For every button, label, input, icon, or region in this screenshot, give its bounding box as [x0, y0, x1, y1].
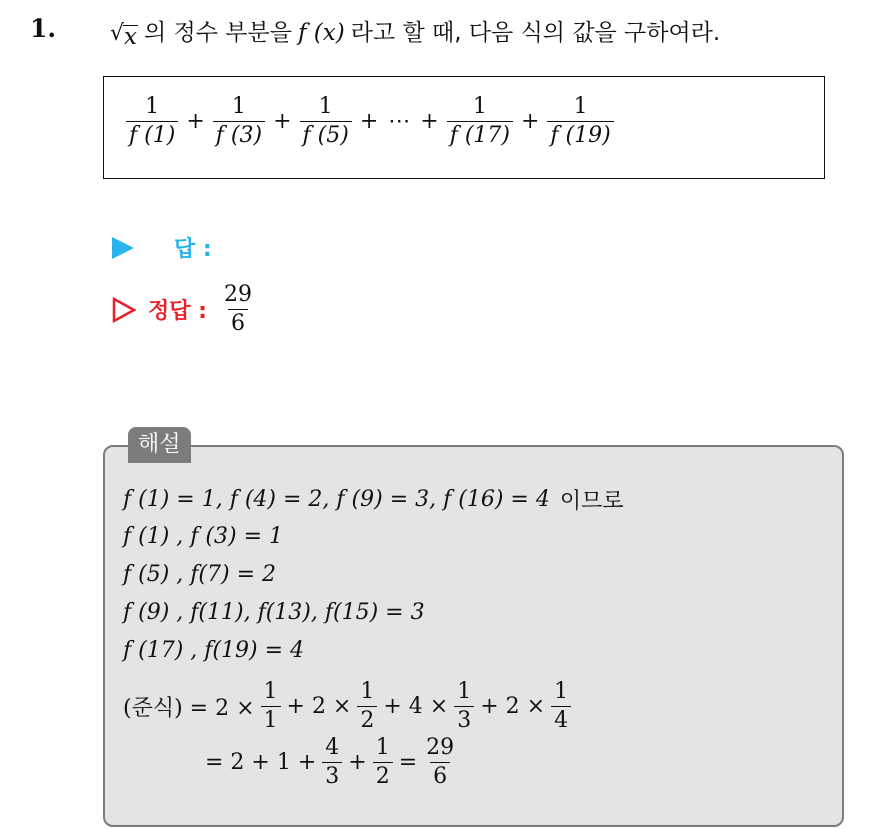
solution-line-1: f (1) = 1, f (4) = 2, f (9) = 3, f (16) = 4 이므로 [123, 487, 624, 514]
solution-tab: 해설 [128, 427, 191, 463]
correct-answer-value: $\frac{29}{6}$ [223, 282, 252, 337]
play-outline-icon [112, 297, 136, 323]
answer-row [112, 232, 212, 263]
solution-line-4: f (9) , f(11), f(13), f(15) = 3 [123, 600, 425, 625]
question-text [110, 14, 720, 48]
solution-line-7: = 2 + 1 + $\frac{4}{3}$ + $\frac{1}{2}$ = $\frac{29}{6}$ [205, 735, 455, 790]
correct-label: 정답 : [148, 299, 207, 325]
question-number: 1. [30, 14, 57, 43]
question-text-a: 의 정수 부분을 [144, 20, 292, 46]
solution-line-6: (준식) = 2 × $\frac{1}{1}$ + 2 × $\frac{1}{2}$ + 4 × $\frac{1}{3}$ + 2 × $\frac{1}{4}$ [123, 680, 571, 733]
term-17: $\frac{1}{f (17)}$ [447, 95, 513, 148]
term-19: $\frac{1}{f (19)}$ [547, 95, 613, 148]
play-filled-icon [112, 237, 134, 259]
solution-line-2: f (1) , f (3) = 1 [123, 524, 283, 549]
solution-line-5: f (17) , f(19) = 4 [123, 638, 304, 663]
question-text-b: 라고 할 때, 다음 식의 값을 구하여라. [350, 20, 721, 46]
answer-label: 답 : [174, 237, 212, 262]
expression: $\frac{1}{f (1)}$ + $\frac{1}{f (3)}$ + $\frac{1}{f (5)}$ + ⋯ + $\frac{1}{f (17)}$ + $\frac{1}{f (19)}$ [126, 95, 614, 148]
term-3: $\frac{1}{f (3)}$ [213, 95, 265, 148]
expression-box [103, 76, 825, 179]
correct-answer-row [112, 283, 255, 336]
solution-line-3: f (5) , f(7) = 2 [123, 562, 277, 587]
term-5: $\frac{1}{f (5)}$ [300, 95, 352, 148]
ellipsis: ⋯ [388, 109, 411, 135]
sqrt-x: √ x [110, 21, 138, 50]
term-1: $\frac{1}{f (1)}$ [126, 95, 178, 148]
question-fx: f (x) [297, 20, 345, 46]
